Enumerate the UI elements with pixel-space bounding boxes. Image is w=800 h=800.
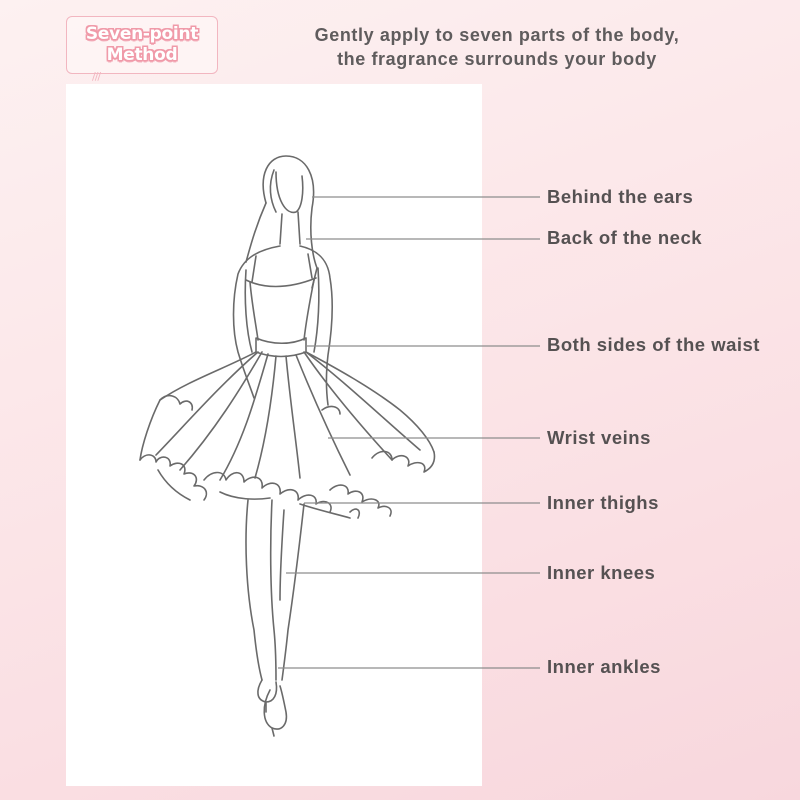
tutu-top-right-ruffle xyxy=(322,407,340,414)
tutu-hem-left xyxy=(140,455,206,500)
shoe-heel xyxy=(266,702,274,736)
right-leg-outer xyxy=(282,504,304,680)
waistband xyxy=(256,338,306,357)
label-back-of-the-neck: Back of the neck xyxy=(547,227,703,248)
bodice-top xyxy=(246,278,316,287)
neck-right xyxy=(298,212,300,244)
label-inner-ankles: Inner ankles xyxy=(547,656,661,677)
left-shoe xyxy=(258,680,277,702)
badge-slash-decoration: /// xyxy=(92,70,101,83)
headline-line-1: Gently apply to seven parts of the body, xyxy=(314,25,680,45)
bodice-left xyxy=(250,282,258,340)
hair-inner xyxy=(270,170,276,212)
badge-line-1: Seven-point xyxy=(85,24,199,44)
right-leg-inner xyxy=(280,510,284,600)
badge-line-2: Method xyxy=(106,45,178,65)
strap-right xyxy=(308,254,312,278)
face xyxy=(276,172,303,212)
label-inner-thighs: Inner thighs xyxy=(547,492,659,513)
label-wrist-veins: Wrist veins xyxy=(547,427,651,448)
tutu-hem-mid xyxy=(204,473,331,513)
right-arm-inner xyxy=(314,268,319,352)
label-behind-the-ears: Behind the ears xyxy=(547,186,694,207)
tutu-hem-right xyxy=(330,485,391,518)
label-inner-knees: Inner knees xyxy=(547,562,656,583)
bodice-right xyxy=(304,280,314,340)
left-leg-outer xyxy=(246,500,262,680)
headline-line-2: the fragrance surrounds your body xyxy=(337,49,657,69)
neck-left xyxy=(280,214,282,244)
left-shoulder-arm xyxy=(234,246,281,398)
tutu-hem-far-right xyxy=(372,451,435,472)
label-both-sides-of-the-waist: Both sides of the waist xyxy=(547,334,760,355)
strap-left xyxy=(252,256,256,282)
left-leg-inner xyxy=(271,500,276,680)
